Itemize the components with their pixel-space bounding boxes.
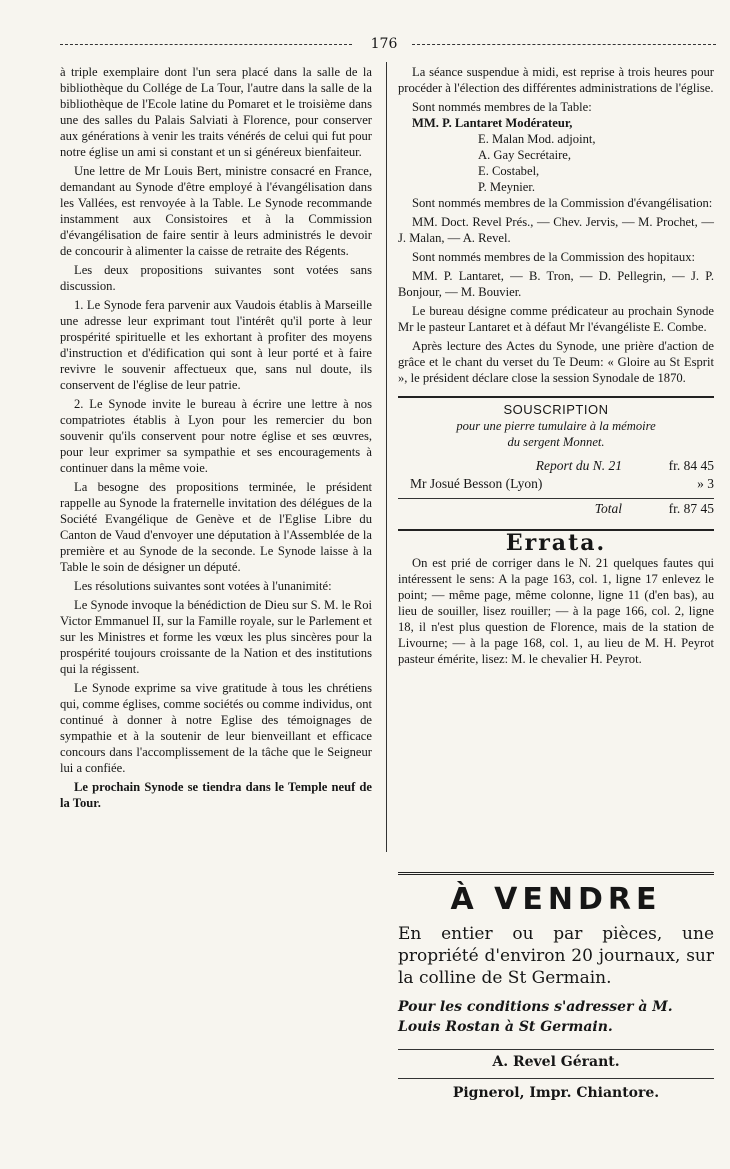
header-rule-left (60, 44, 352, 46)
paragraph-propositions: Les deux propositions suivantes sont votées sans discussion. (60, 263, 372, 293)
paragraph-lettre-bert: Une lettre de Mr Louis Bert, ministre consacré en France, demandant au Synode d'être employé à l'évangélisation dans les Vallées, est renvoyée à la Table. Le Synode recommande instamment aux Consistoires et à la Commission d'évangélisation de faire sentir à leurs administrés le devoir de concourir à alimenter la caisse de retraite des Régents. (60, 164, 372, 258)
table-member: A. Gay Secrétaire, (478, 148, 572, 162)
table-member: MM. P. Lantaret Modérateur, (412, 116, 573, 130)
souscription-subtitle: du sergent Monnet. (507, 435, 605, 449)
page-header (60, 36, 716, 52)
left-column (60, 64, 372, 814)
table-members-list (398, 115, 714, 195)
souscription-section (398, 396, 714, 519)
a-vendre-section (398, 872, 714, 1101)
paragraph-cloture: Après lecture des Actes du Synode, une prière d'action de grâce et le chant du verset du Te Deum: « Gloire au St Esprit », le président déclare close la session Synodale de 1870. (398, 339, 714, 385)
a-vendre-conditions: Pour les conditions s'adresser à M. Louis Rostan à St Germain. (398, 999, 673, 1035)
souscription-label: Total (594, 501, 622, 516)
paragraph-predicateur: Le bureau désigne comme prédicateur au prochain Synode Mr le pasteur Lantaret et à défaut Mr l'évangéliste E. Combe. (398, 304, 714, 334)
right-column (398, 64, 714, 670)
gerant-line: A. Revel Gérant. (398, 1049, 714, 1070)
errata-title: Errata. (505, 530, 607, 556)
evangelisation-intro: Sont nommés membres de la Commission d'évangélisation: (412, 196, 713, 210)
page-number: 176 (370, 36, 398, 52)
souscription-label: Mr Josué Besson (Lyon) (410, 476, 543, 491)
hopitaux-intro: Sont nommés membres de la Commission des hopitaux: (412, 250, 695, 264)
souscription-title: SOUSCRIPTION (503, 402, 609, 417)
paragraph-seance: La séance suspendue à midi, est reprise à trois heures pour procéder à l'élection des différentes administrations de l'église. (398, 65, 714, 95)
hopitaux-members: MM. P. Lantaret, — B. Tron, — D. Pellegrin, — J. P. Bonjour, — M. Bouvier. (398, 269, 714, 299)
header-rule-right (412, 44, 716, 46)
imprimerie-line: Pignerol, Impr. Chiantore. (398, 1078, 714, 1101)
souscription-row-report (398, 458, 714, 476)
souscription-label: Report du N. 21 (535, 458, 622, 473)
table-intro: Sont nommés membres de la Table: (412, 100, 592, 114)
evangelisation-members: MM. Doct. Revel Prés., — Chev. Jervis, — M. Prochet, — J. Malan, — A. Revel. (398, 215, 714, 245)
souscription-subtitle: pour une pierre tumulaire à la mémoire (456, 419, 656, 433)
paragraph-invitation: La besogne des propositions terminée, le président rappelle au Synode la fraternelle invitation des délégues de la Société Evangélique de Genève et de l'Eglise Libre du Canton de Vaud d'envoyer une députation à l'Assemblée de la première et au Synode de la seconde. Le Synode laisse à la Table le soin de désigner un député. (60, 480, 372, 574)
paragraph-resolutions: Les résolutions suivantes sont votées à l'unanimité: (74, 579, 332, 593)
table-member: P. Meynier. (478, 180, 536, 194)
table-member: E. Malan Mod. adjoint, (478, 132, 596, 146)
souscription-amount: fr. 87 45 (668, 501, 714, 516)
paragraph-portrait: à triple exemplaire dont l'un sera placé dans la salle de la bibliothèque du Collége de La Tour, l'autre dans la salle de la bibliothèque de l'Ecole latine du Pomaret et le troisième dans une des salles du Palais Salviati à Florence, pour conserver aux générations à venir les traits vénérés de celui qui fut pour notre église un ami si constant et un si généreux bienfaiteur. (60, 65, 372, 159)
paragraph-gratitude: Le Synode exprime sa vive gratitude à tous les chrétiens qui, comme églises, comme sociétés ou comme individus, ont continué à donner à notre Eglise des témoignages de sympathie et à la soutenir de leur bienveillant et efficace concours dans l'accomplissement de la tâche que le Seigneur lui a confiée. (60, 681, 372, 775)
paragraph-marseille: 1. Le Synode fera parvenir aux Vaudois établis à Marseille une adresse leur exprimant tout l'intérêt qu'il porte à leur prospérité spirituelle et les exhortant à profiter des moyens d'instruction et d'édification qui sont à leur porté et à faire revivre le souvenir affectueux que, sans nul doute, ils conservent de l'église de leur patrie. (60, 298, 372, 392)
souscription-amount: fr. 84 45 (668, 458, 714, 473)
column-separator (386, 62, 387, 852)
errata-text: On est prié de corriger dans le N. 21 quelques fautes qui intéressent le sens: A la page 163, col. 1, ligne 17 enlevez le point; — même page, même colonne, ligne 11 (d'en bas), au lieu de souiller, lisez rouiller; — à la page 166, col. 2, ligne 18, il n'est plus question de Florence, mais de la station de Livourne; — à la page 168, col. 1, au lieu de M. H. Peyrot pasteur émérite, lisez: M. le chevalier H. Peyrot. (398, 556, 714, 666)
errata-section (398, 529, 714, 667)
table-member: E. Costabel, (478, 164, 540, 178)
a-vendre-title: À VENDRE (450, 882, 662, 917)
paragraph-prochain-synode: Le prochain Synode se tiendra dans le Temple neuf de la Tour. (60, 780, 372, 810)
paragraph-lyon: 2. Le Synode invite le bureau à écrire une lettre à nos compatriotes établis à Lyon pour les remercier du bon souvenir qu'ils conservent pour notre église et ses œuvres, pour leur exprimer sa sympathie et ses encouragements à continuer dans la même voie. (60, 397, 372, 475)
souscription-amount: » 3 (697, 476, 714, 491)
a-vendre-text: En entier ou par pièces, une propriété d'environ 20 journaux, sur la colline de St Germain. (398, 924, 714, 988)
souscription-row-besson (398, 476, 714, 494)
souscription-row-total (398, 498, 714, 519)
paragraph-benediction: Le Synode invoque la bénédiction de Dieu sur S. M. le Roi Victor Emmanuel II, sur la Famille royale, sur le Parlement et sur les Ministres et forme les vœux les plus sincères pour la prospérité toujours croissante de la Nation et des institutions qui la régissent. (60, 598, 372, 676)
